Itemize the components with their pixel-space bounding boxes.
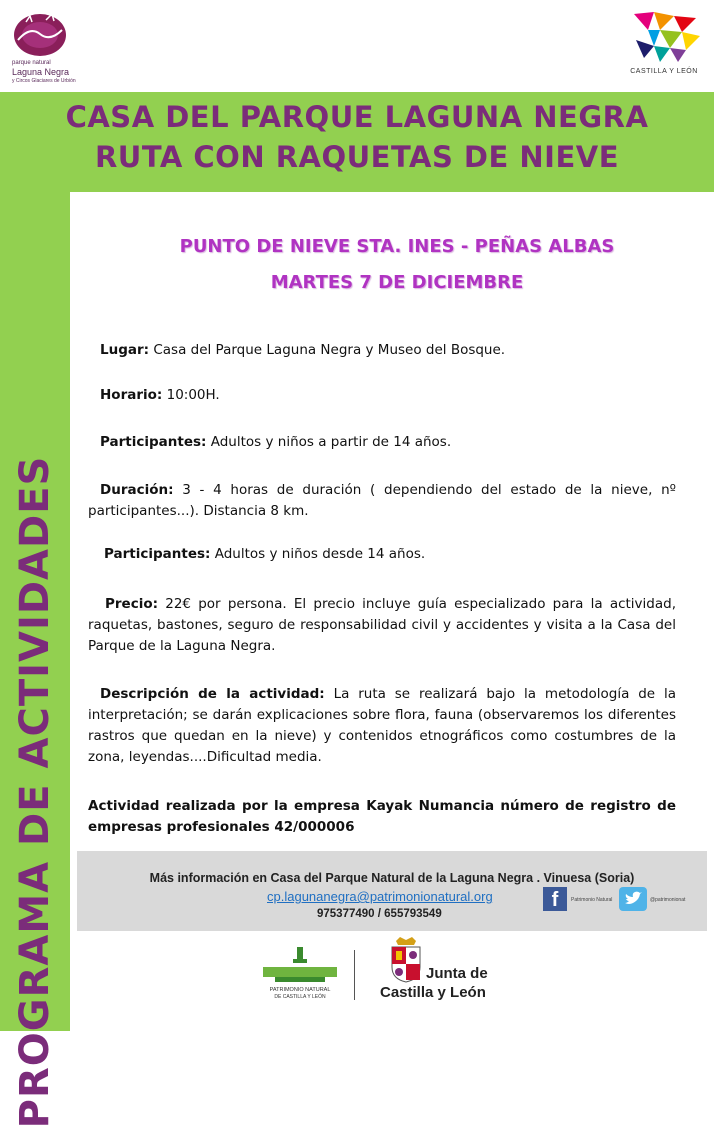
patrimonio-natural-logo [255,945,345,1005]
participantes-paragraph [100,432,688,453]
junta-castilla-leon-logo [380,935,510,1005]
twitter-label: @patrimonionat [650,897,686,903]
facebook-icon[interactable]: f [543,887,567,911]
descripcion-label: Descripción de la actividad: [100,686,325,702]
info-box [77,851,707,931]
side-label: PROGRAMA DE ACTIVIDADES [12,455,58,1128]
participantes-label: Participantes: [100,434,207,450]
email-link[interactable]: cp.lagunanegra@patrimonionatural.org [267,889,493,904]
participantes-value: Adultos y niños a partir de 14 años. [206,434,452,450]
castilla-leon-label: CASTILLA Y LEÓN [630,68,698,75]
info-line: Más información en Casa del Parque Natural de la Laguna Negra . Vinuesa (Soria) [149,871,635,885]
facebook-label: Patrimonio Natural [571,897,613,903]
precio-paragraph [88,594,676,657]
lugar-value: Casa del Parque Laguna Negra y Museo del Bosque. [149,342,506,358]
participantes-value-2: Adultos y niños desde 14 años. [210,546,426,562]
junta-line2: Castilla y León [380,984,486,1001]
precio-value: 22€ por persona. El precio incluye guía especializado para la actividad, raquetas, bastones, seguro de responsabilidad civil y accidentes y visita a la Casa del Parque de la Laguna Negra. [88,596,676,654]
participantes-label-2: Participantes: [104,546,211,562]
castilla-leon-logo [620,10,710,82]
duracion-paragraph [88,480,676,522]
precio-label: Precio: [105,596,159,612]
footer-divider [354,950,355,1000]
duracion-label: Duración: [100,482,174,498]
logo-line2: Laguna Negra [12,67,70,77]
patrimonio-line1: PATRIMONIO NATURAL [269,987,331,993]
parque-natural-logo [4,8,100,84]
logo-line3: y Circos Glaciares de Urbión [12,78,76,84]
castilla-leon-mosaic-icon [620,10,708,66]
laguna-negra-emblem-icon [12,12,68,58]
participantes-paragraph-2 [104,544,692,565]
coat-of-arms-icon [386,935,426,983]
title-line1: CASA DEL PARQUE LAGUNA NEGRA [65,100,649,134]
logo-line1: parque natural [12,60,51,66]
lugar-paragraph [100,340,688,361]
descripcion-paragraph [88,684,676,768]
title-banner [0,92,714,192]
junta-line1: Junta de [426,965,488,982]
patrimonio-line2: DE CASTILLA Y LEÓN [274,994,326,1000]
empresa-paragraph: Actividad realizada por la empresa Kayak Numancia número de registro de empresas profesionales 42/000006 [88,798,676,835]
location-subtitle: PUNTO DE NIEVE STA. INES - PEÑAS ALBAS [179,236,615,257]
patrimonio-natural-emblem-icon [255,945,345,985]
twitter-icon[interactable] [619,887,647,911]
horario-paragraph [100,385,688,406]
title-line2: RUTA CON RAQUETAS DE NIEVE [94,140,620,174]
phone-numbers: 975377490 / 655793549 [317,908,442,920]
descripcion-value: La ruta se realizará bajo la metodología de la interpretación; se darán explicaciones sobre flora, fauna (observaremos los diferentes rastros que quedan en la nieve) y contenidos etnográficos como costumbres de la zona, leyendas....Dificultad media. [88,686,676,765]
duracion-value: 3 - 4 horas de duración ( dependiendo del estado de la nieve, nº participantes...). Distancia 8 km. [88,482,676,519]
date-subtitle: MARTES 7 DE DICIEMBRE [270,272,524,293]
side-strip [0,192,70,1128]
horario-value: 10:00H. [162,387,220,403]
lugar-label: Lugar: [100,342,150,358]
horario-label: Horario: [100,387,163,403]
